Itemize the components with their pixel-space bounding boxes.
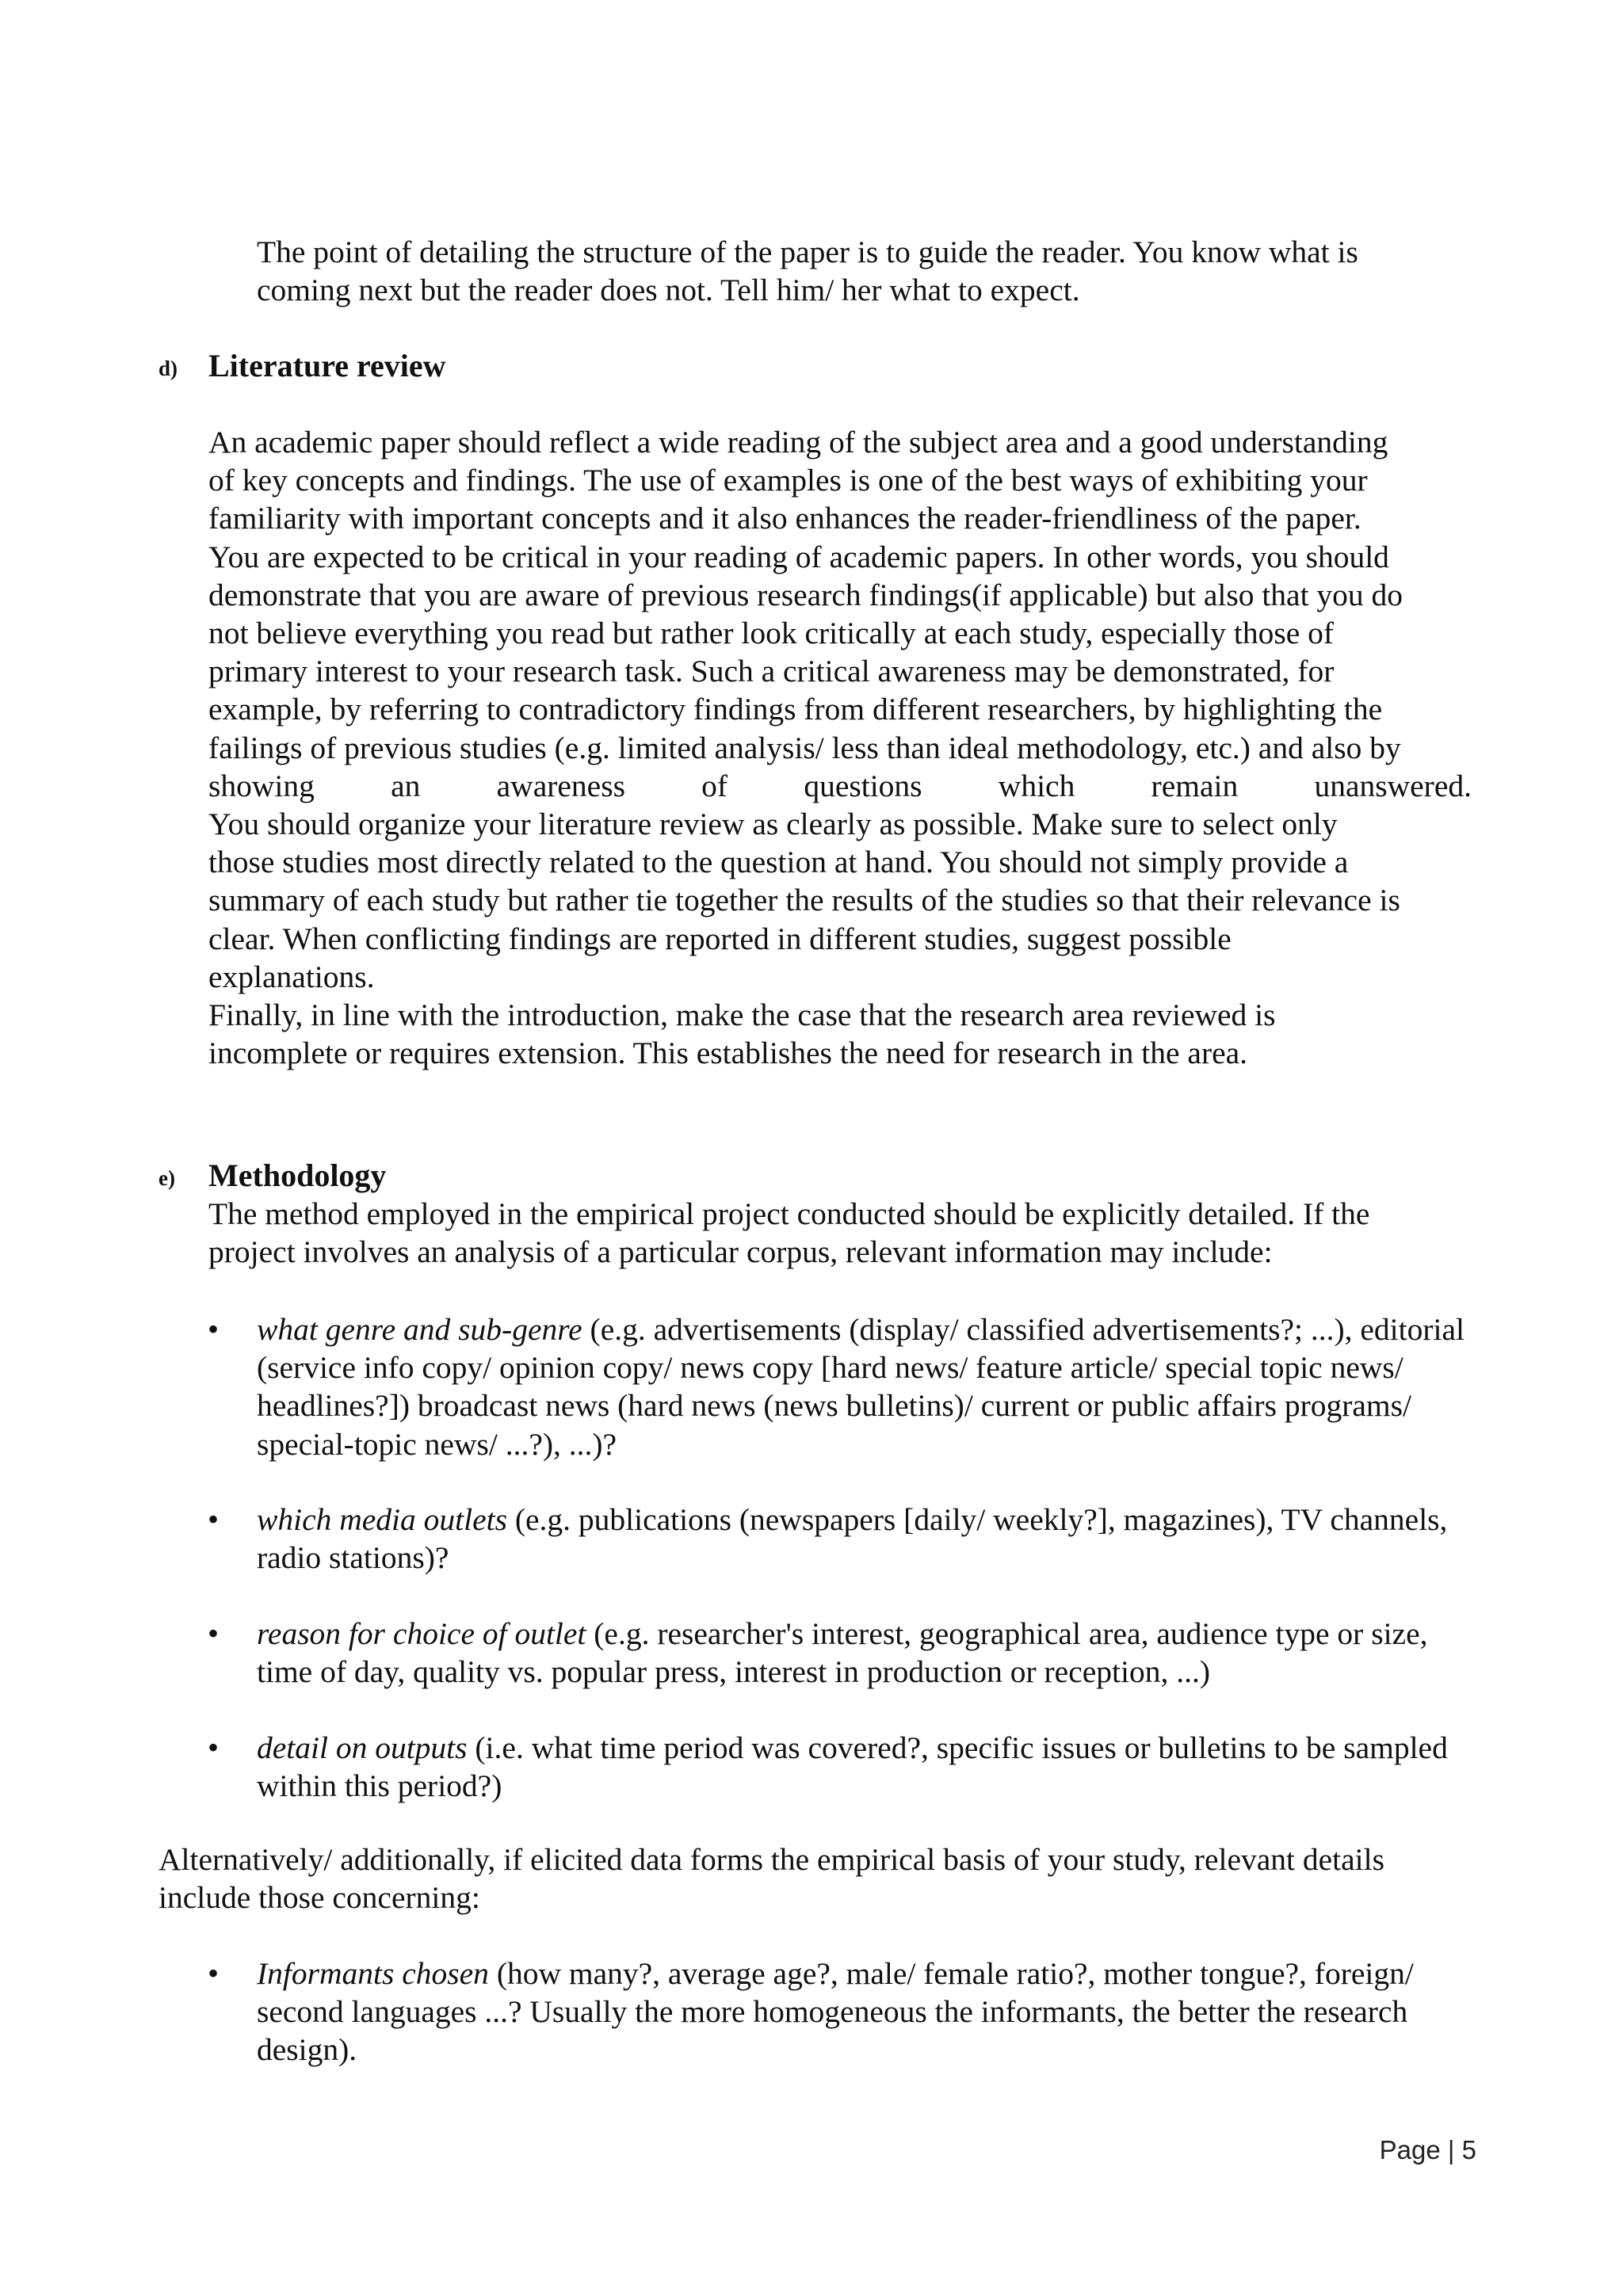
text-line: You are expected to be critical in your reading of academic papers. In other words, you should xyxy=(208,539,1389,574)
page-number: 5 xyxy=(1461,2135,1476,2164)
text-line: failings of previous studies (e.g. limited analysis/ less than ideal methodology, etc.) and also by xyxy=(208,730,1401,765)
methodology-intro xyxy=(208,1195,1472,1271)
bullet-choice-of-outlet xyxy=(257,1615,1477,1691)
section-marker-d: d) xyxy=(158,357,178,380)
intro-paragraph xyxy=(257,233,1445,309)
text-line: project involves an analysis of a particular corpus, relevant information may include: xyxy=(208,1234,1273,1270)
section-marker-e: e) xyxy=(158,1166,175,1190)
text-line: clear. When conflicting findings are reported in different studies, suggest possible xyxy=(208,921,1232,956)
bullet-media-outlets xyxy=(257,1501,1477,1577)
text-line: You should organize your literature review as clearly as possible. Make sure to select only xyxy=(208,807,1338,841)
bullet-icon: • xyxy=(208,1501,220,1537)
heading-literature-review: Literature review xyxy=(208,348,446,383)
bullet-detail-on-outputs xyxy=(257,1729,1477,1805)
spread-line: showing an awareness of questions which remain unanswered. xyxy=(208,769,1472,803)
intro-line: The point of detailing the structure of the paper is to guide the reader. You know what is xyxy=(257,235,1358,269)
text-line: example, by referring to contradictory findings from different researchers, by highlighting the xyxy=(208,692,1383,727)
text-line: familiarity with important concepts and it also enhances the reader-friendliness of the paper. xyxy=(208,501,1361,536)
text-line: not believe everything you read but rather look critically at each study, especially those of xyxy=(208,616,1335,651)
text-line: summary of each study but rather tie together the results of the studies so that their relevance is xyxy=(208,883,1400,918)
bullet-body: (how many?, average age?, male/ female ratio?, mother tongue?, foreign/ second languages ...? Usually the more homogeneous the informants, the better the research design). xyxy=(257,1956,1414,2068)
bullet-lead: which media outlets xyxy=(257,1502,507,1537)
bullet-body: (e.g. researcher's interest, geographical area, audience type or size, time of day, quality vs. popular press, interest in production or reception, ...) xyxy=(257,1616,1428,1690)
bullet-lead: reason for choice of outlet xyxy=(257,1616,586,1651)
text-line: demonstrate that you are aware of previous research findings(if applicable) but also that you do xyxy=(208,577,1403,612)
bullet-body: (e.g. publications (newspapers [daily/ weekly?], magazines), TV channels, radio stations)? xyxy=(257,1502,1448,1576)
page-separator: | xyxy=(1447,2135,1455,2164)
text-line: include those concerning: xyxy=(158,1880,480,1916)
intro-line: coming next but the reader does not. Tell him/ her what to expect. xyxy=(257,273,1080,308)
bullet-informants xyxy=(257,1955,1477,2069)
bullet-body: (e.g. advertisements (display/ classified advertisements?; ...), editorial (service info copy/ opinion copy/ news copy [hard news/ feature article/ special topic news/ headlines?]) broadcast news (hard news (news bulletins)/ current or public affairs programs/ special-topic news/ ...?), ...)? xyxy=(257,1312,1465,1462)
text-line: An academic paper should reflect a wide reading of the subject area and a good understanding xyxy=(208,425,1388,460)
literature-review-paragraph-1 xyxy=(208,423,1472,767)
literature-review-paragraph-2 xyxy=(208,805,1472,1072)
bullet-icon: • xyxy=(208,1730,220,1765)
text-line: those studies most directly related to the question at hand. You should not simply provide a xyxy=(208,845,1349,880)
bullet-lead: detail on outputs xyxy=(257,1730,468,1765)
bullet-lead: what genre and sub-genre xyxy=(257,1312,582,1347)
bullet-lead: Informants chosen xyxy=(257,1956,489,1991)
text-line: The method employed in the empirical project conducted should be explicitly detailed. If the xyxy=(208,1196,1370,1231)
heading-methodology: Methodology xyxy=(208,1158,387,1193)
text-line: of key concepts and findings. The use of examples is one of the best ways of exhibiting your xyxy=(208,463,1368,498)
text-line: explanations. xyxy=(208,959,375,994)
bullet-genre xyxy=(257,1310,1477,1463)
text-line: Finally, in line with the introduction, make the case that the research area reviewed is xyxy=(208,997,1276,1033)
bullet-icon: • xyxy=(208,1311,220,1347)
page-footer xyxy=(1380,2134,1476,2166)
text-line: primary interest to your research task. Such a critical awareness may be demonstrated, for xyxy=(208,654,1335,689)
text-line: incomplete or requires extension. This establishes the need for research in the area. xyxy=(208,1035,1248,1071)
bullet-icon: • xyxy=(208,1615,220,1651)
bullet-body: (i.e. what time period was covered?, specific issues or bulletins to be sampled within this period?) xyxy=(257,1730,1448,1804)
alternative-paragraph xyxy=(158,1840,1474,1917)
bullet-icon: • xyxy=(208,1955,220,1991)
text-line: Alternatively/ additionally, if elicited data forms the empirical basis of your study, relevant details xyxy=(158,1842,1384,1877)
page-label: Page xyxy=(1379,2135,1441,2164)
